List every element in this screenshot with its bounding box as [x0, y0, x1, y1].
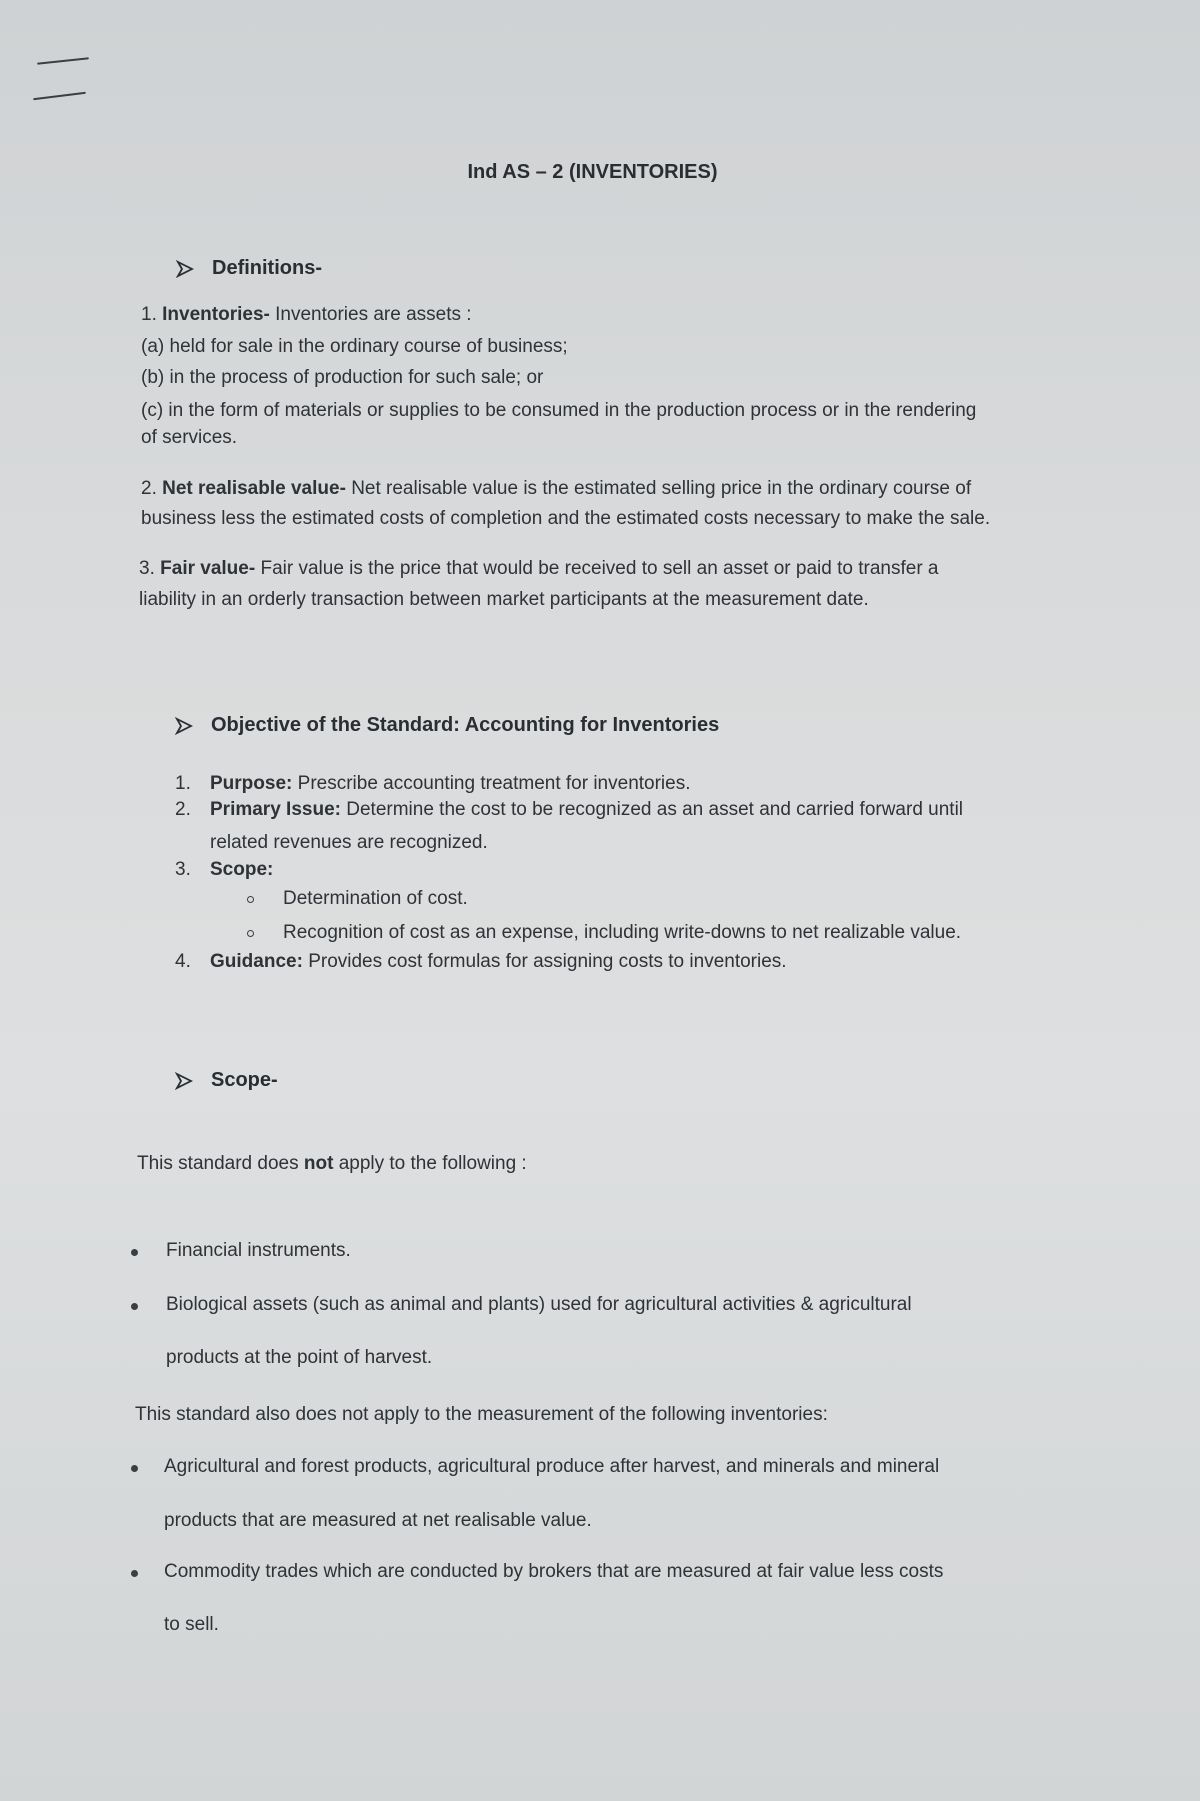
circle-bullet-icon [247, 896, 254, 903]
objective-sub-item: Determination of cost. [283, 888, 468, 909]
scope-intro-2: This standard also does not apply to the measurement of the following inventories: [135, 1404, 828, 1425]
objective-number: 3. [175, 859, 191, 880]
definition-line-b: (b) in the process of production for such sale; or [141, 367, 544, 388]
arrow-bullet-icon [176, 260, 194, 278]
circle-bullet-icon [247, 930, 254, 937]
scope-measurement-exclusion: Commodity trades which are conducted by brokers that are measured at fair value less costs [164, 1561, 944, 1582]
objective-number: 2. [175, 799, 191, 820]
definition-line-c-cont: of services. [141, 427, 238, 448]
objective-purpose: Purpose: Prescribe accounting treatment for inventories. [210, 773, 691, 794]
objective-sub-item: Recognition of cost as an expense, including write-downs to net realizable value. [283, 922, 962, 943]
objective-guidance: Guidance: Provides cost formulas for assigning costs to inventories. [210, 951, 787, 972]
arrow-bullet-icon [175, 1072, 193, 1090]
objective-primary-issue: Primary Issue: Determine the cost to be recognized as an asset and carried forward until [210, 799, 964, 820]
definition-fair-value-cont: liability in an orderly transaction between market participants at the measurement date. [139, 589, 869, 610]
pen-mark [33, 92, 86, 100]
definition-fair-value: 3. Fair value- Fair value is the price that would be received to sell an asset or paid to transfer a [139, 558, 939, 579]
definition-line-a: (a) held for sale in the ordinary course of business; [141, 336, 568, 357]
scope-intro: This standard does not apply to the following : [137, 1153, 527, 1174]
scope-measurement-exclusion-cont: to sell. [164, 1614, 219, 1635]
objective-scope: Scope: [210, 859, 274, 880]
objective-number: 1. [175, 773, 191, 794]
scope-heading [175, 1069, 278, 1092]
bullet-icon [131, 1570, 138, 1577]
definitions-heading [176, 257, 322, 280]
definition-nrv: 2. Net realisable value- Net realisable value is the estimated selling price in the ordinary course of [141, 478, 972, 499]
scope-measurement-exclusion: Agricultural and forest products, agricultural produce after harvest, and minerals and mineral [164, 1456, 940, 1477]
definition-line-c: (c) in the form of materials or supplies to be consumed in the production process or in the rendering [141, 400, 977, 421]
definition-nrv-cont: business less the estimated costs of completion and the estimated costs necessary to make the sale. [141, 508, 991, 529]
pen-mark [37, 57, 89, 64]
objective-primary-issue-cont: related revenues are recognized. [210, 832, 488, 853]
objective-number: 4. [175, 951, 191, 972]
bullet-icon [131, 1303, 138, 1310]
scope-heading-text: Scope- [211, 1069, 278, 1091]
bullet-icon [131, 1249, 138, 1256]
bullet-icon [131, 1465, 138, 1472]
page-title: Ind AS – 2 (INVENTORIES) [467, 161, 718, 183]
scope-measurement-exclusion-cont: products that are measured at net realisable value. [164, 1510, 592, 1531]
definition-inventories: 1. Inventories- Inventories are assets : [141, 304, 472, 325]
objective-heading [175, 714, 719, 737]
definitions-heading-text: Definitions- [212, 257, 322, 279]
objective-heading-text: Objective of the Standard: Accounting for Inventories [211, 714, 720, 736]
arrow-bullet-icon [175, 717, 193, 735]
scope-exclusion-cont: products at the point of harvest. [166, 1347, 433, 1368]
scope-exclusion: Biological assets (such as animal and plants) used for agricultural activities & agricultural [166, 1294, 912, 1315]
scope-exclusion: Financial instruments. [166, 1240, 351, 1261]
